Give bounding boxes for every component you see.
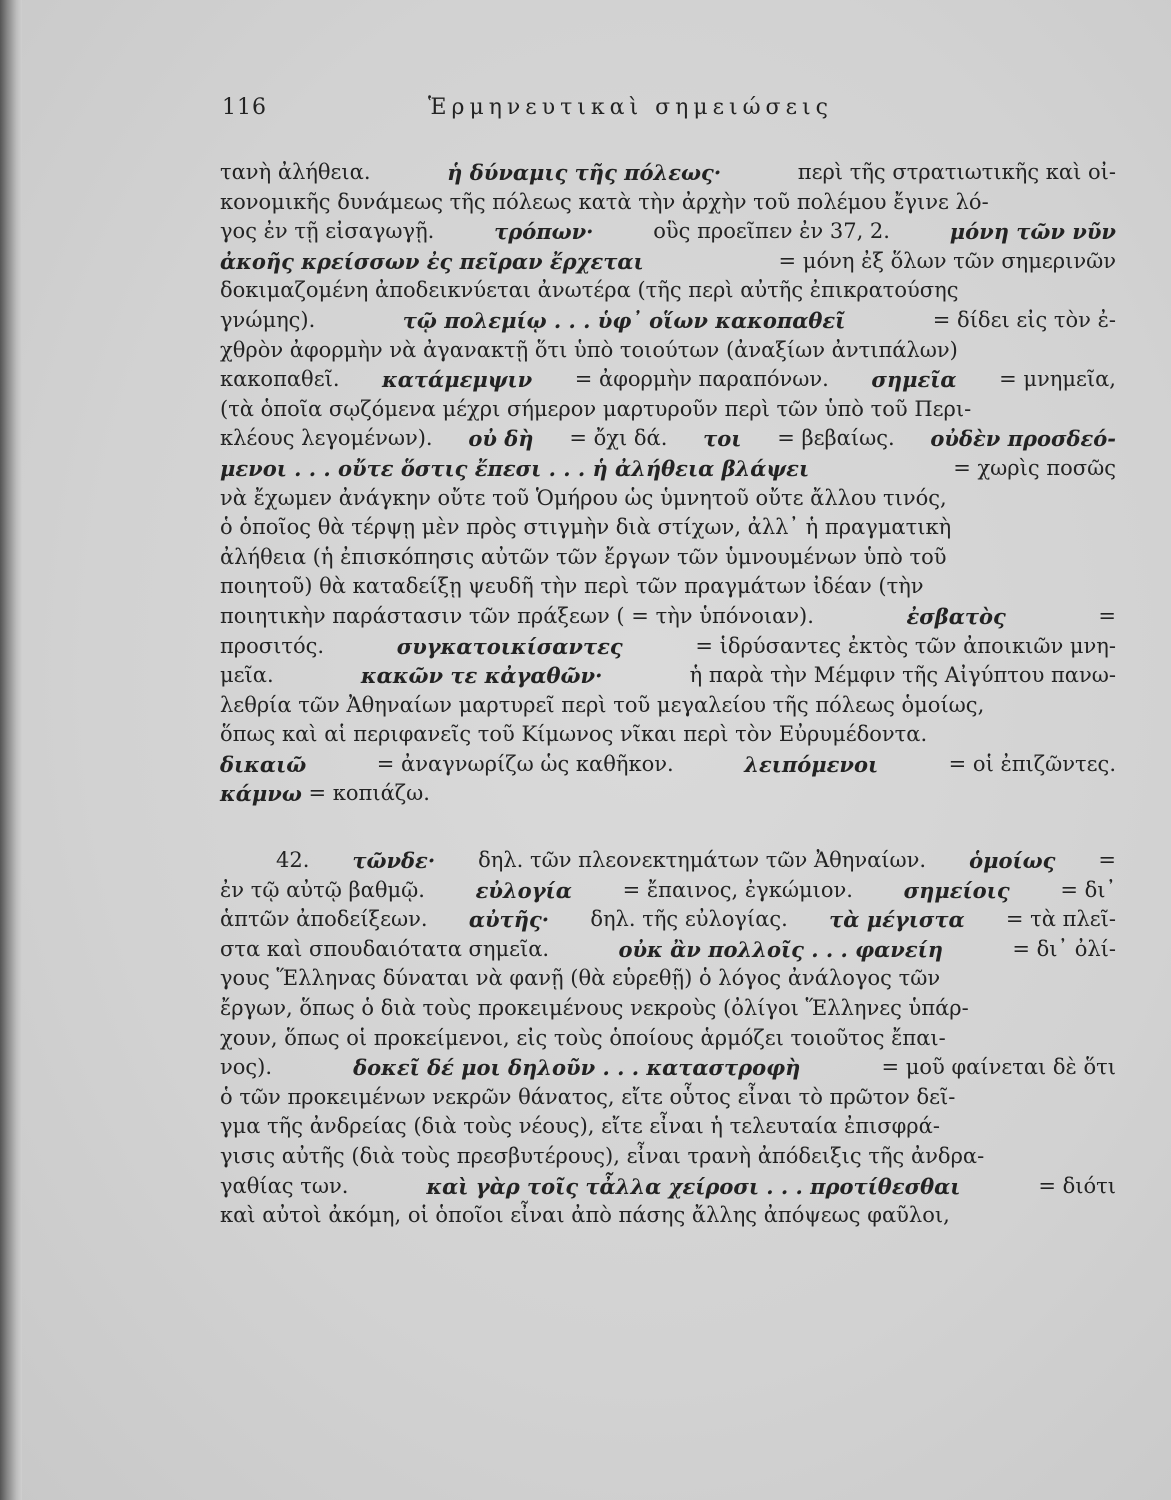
gloss: κακοπαθεῖ. xyxy=(220,367,347,392)
gloss: στα καὶ σπουδαιότατα σημεῖα. xyxy=(220,936,556,961)
gloss: νὰ ἔχωμεν ἀνάγκην οὔτε τοῦ Ὁμήρου ὡς ὑμνητοῦ οὔτε ἄλλου τινός, xyxy=(220,485,947,510)
lemma: ὁμοίως xyxy=(969,848,1056,874)
lemma: καὶ γὰρ τοῖς τἆλλα χείροσι . . . προτίθεσθαι xyxy=(426,1173,961,1199)
text-line xyxy=(220,543,1116,573)
text-line xyxy=(220,750,1116,780)
gloss: καὶ αὐτοὶ ἀκόμη, οἱ ὁποῖοι εἶναι ἀπὸ πάσης ἄλλης ἀπόψεως φαῦλοι, xyxy=(220,1203,950,1228)
gloss: λεθρία τῶν Ἀθηναίων μαρτυρεῖ περὶ τοῦ μεγαλείου τῆς πόλεως ὁμοίως, xyxy=(220,692,985,717)
gloss: δηλ. τῆς εὐλογίας. xyxy=(583,907,795,932)
lemma: κακῶν τε κἀγαθῶν· xyxy=(360,663,603,689)
gloss: ποιητοῦ) θὰ καταδείξῃ ψευδῆ τὴν περὶ τῶν πραγμάτων ἰδέαν (τὴν xyxy=(220,574,924,599)
text-line xyxy=(220,1024,1116,1054)
gloss: δηλ. τῶν πλεονεκτημάτων τῶν Ἀθηναίων. xyxy=(471,848,933,873)
gloss: = δι᾽ xyxy=(1053,877,1116,902)
text-line xyxy=(220,572,1116,602)
gloss: γισις αὐτῆς (διὰ τοὺς πρεσβυτέρους), εἶναι τρανὴ ἀπόδειξις τῆς ἀνδρα- xyxy=(220,1144,985,1168)
text-line xyxy=(220,1201,1116,1231)
lemma: τῷ πολεμίῳ . . . ὑφ᾽ οἵων κακοπαθεῖ xyxy=(402,307,846,333)
lemma: μόνη τῶν νῦν xyxy=(949,219,1116,245)
gloss: = μοῦ φαίνεται δὲ ὅτι xyxy=(874,1055,1116,1080)
gloss: χθρὸν ἀφορμὴν νὰ ἀγανακτῇ ὅτι ὑπὸ τοιούτων (ἀναξίων ἀντιπάλων) xyxy=(220,337,958,362)
text-line xyxy=(220,276,1116,306)
gloss: δοκιμαζομένη ἀποδεικνύεται ἀνωτέρα (τῆς περὶ αὐτῆς ἐπικρατούσης xyxy=(220,278,959,303)
gloss: ἐν τῷ αὐτῷ βαθμῷ. xyxy=(220,877,432,902)
text-line xyxy=(220,964,1116,994)
gloss: γαθίας των. xyxy=(220,1173,356,1198)
text-line xyxy=(220,779,1116,809)
text-line xyxy=(220,1053,1116,1083)
gloss: οὓς προεῖπεν ἐν 37, 2. xyxy=(646,219,897,244)
gloss: = βεβαίως. xyxy=(770,426,902,451)
text-line xyxy=(220,365,1116,395)
gloss: = ἱδρύσαντες ἐκτὸς τῶν ἀποικιῶν μνη- xyxy=(688,633,1116,658)
lemma: σημεῖα xyxy=(871,367,957,393)
gloss: (τὰ ὁποῖα σῳζόμενα μέχρι σήμερον μαρτυροῦν περὶ τῶν ὑπὸ τοῦ Περι- xyxy=(220,396,972,421)
gloss: ἀλήθεια (ἡ ἐπισκόπησις αὐτῶν τῶν ἔργων τῶν ὑμνουμένων ὑπὸ τοῦ xyxy=(220,544,947,569)
gloss: 42. xyxy=(276,848,317,873)
text-line xyxy=(220,217,1116,247)
lemma: οὐδὲν προσδεό- xyxy=(930,426,1116,452)
gloss: τανὴ ἀλήθεια. xyxy=(220,160,378,184)
lemma: κατάμεμψιν xyxy=(382,367,533,393)
text-line xyxy=(220,1142,1116,1172)
lemma: ἐσβατὸς xyxy=(906,603,1006,629)
lemma: ἡ δύναμις τῆς πόλεως· xyxy=(447,160,722,185)
gloss: ὁ ὁποῖος θὰ τέρψῃ μὲν πρὸς στιγμὴν διὰ στίχων, ἀλλ᾽ ἡ πραγματικὴ xyxy=(220,515,952,540)
text-line xyxy=(220,158,1116,188)
running-title: Ἑρμηνευτικαὶ σημειώσεις xyxy=(428,95,833,120)
gloss: = xyxy=(1091,848,1116,873)
commentary-text xyxy=(220,158,1116,1231)
gloss: = μόνη ἐξ ὅλων τῶν σημερινῶν xyxy=(771,248,1116,273)
lemma: οὐ δὴ xyxy=(468,426,534,452)
gloss: = δι᾽ ὀλί- xyxy=(1005,936,1116,961)
lemma: λειπόμενοι xyxy=(744,751,879,777)
gloss: = xyxy=(1091,603,1116,628)
gloss: γμα τῆς ἀνδρείας (διὰ τοὺς νέους), εἴτε εἶναι ἡ τελευταία ἐπισφρά- xyxy=(220,1114,940,1139)
text-line xyxy=(220,424,1116,454)
text-line xyxy=(220,994,1116,1024)
gloss: = ἔπαινος, ἐγκώμιον. xyxy=(615,877,860,902)
text-line xyxy=(220,247,1116,277)
gloss: γους Ἕλληνας δύναται νὰ φανῇ (θὰ εὑρεθῇ) ὁ λόγος ἀνάλογος τῶν xyxy=(220,966,941,991)
text-line xyxy=(220,484,1116,514)
text-line xyxy=(220,602,1116,632)
gloss: ὅπως καὶ αἱ περιφανεῖς τοῦ Κίμωνος νῖκαι περὶ τὸν Εὐρυμέδοντα. xyxy=(220,722,928,747)
text-line xyxy=(220,876,1116,906)
page-header xyxy=(222,95,922,135)
gloss: ὁ τῶν προκειμένων νεκρῶν θάνατος, εἴτε οὗτος εἶναι τὸ πρῶτον δεῖ- xyxy=(220,1084,956,1109)
gloss: = χωρὶς ποσῶς xyxy=(946,455,1116,480)
text-line xyxy=(220,720,1116,750)
gloss: = διότι xyxy=(1031,1173,1116,1198)
gloss: ποιητικὴν παράστασιν τῶν πράξεων ( = τὴν ὑπόνοιαν). xyxy=(220,603,821,628)
gloss: κλέους λεγομένων). xyxy=(220,426,440,451)
gloss: νος). xyxy=(220,1055,279,1080)
lemma: εὐλογία xyxy=(475,877,572,903)
lemma: τρόπων· xyxy=(494,219,594,245)
lemma: αὐτῆς· xyxy=(468,907,550,933)
text-line xyxy=(220,691,1116,721)
gloss: = ἀναγνωρίζω ὡς καθῆκον. xyxy=(370,751,681,776)
lemma: τῶνδε· xyxy=(352,848,436,874)
gloss: = τὰ πλεῖ- xyxy=(999,907,1116,932)
gloss: μεῖα. xyxy=(220,663,281,688)
text-line xyxy=(220,188,1116,218)
text-line xyxy=(220,395,1116,425)
gloss: περὶ τῆς στρατιωτικῆς καὶ οἰ- xyxy=(791,160,1116,184)
paragraph-gap xyxy=(220,809,1116,846)
lemma: κάμνω xyxy=(220,781,302,807)
gloss: = ἀφορμὴν παραπόνων. xyxy=(568,367,836,392)
gloss: = κοπιάζω. xyxy=(301,781,430,806)
lemma: τοι xyxy=(703,426,742,452)
gloss: = οἱ ἐπιζῶντες. xyxy=(941,751,1116,776)
text-line xyxy=(220,306,1116,336)
gloss: = ὄχι δά. xyxy=(562,426,675,451)
gloss: χουν, ὅπως οἱ προκείμενοι, εἰς τοὺς ὁποίους ἁρμόζει τοιοῦτος ἔπαι- xyxy=(220,1025,946,1050)
book-spine-shadow xyxy=(0,0,22,1500)
lemma: δικαιῶ xyxy=(220,751,307,777)
gloss: = δίδει εἰς τὸν ἐ- xyxy=(926,307,1116,332)
text-line xyxy=(220,846,1116,876)
gloss: γνώμης). xyxy=(220,307,322,332)
gloss: προσιτός. xyxy=(220,633,331,658)
gloss: ἁπτῶν ἀποδείξεων. xyxy=(220,907,435,932)
lemma: μενοι . . . οὔτε ὅστις ἔπεσι . . . ἡ ἀλήθεια βλάψει xyxy=(220,455,810,481)
text-line xyxy=(220,1083,1116,1113)
text-line xyxy=(220,1112,1116,1142)
text-line xyxy=(220,1172,1116,1202)
text-line xyxy=(220,935,1116,965)
gloss: κονομικῆς δυνάμεως τῆς πόλεως κατὰ τὴν ἀρχὴν τοῦ πολέμου ἔγινε λό- xyxy=(220,189,989,214)
gloss: = μνημεῖα, xyxy=(992,367,1116,392)
text-line xyxy=(220,336,1116,366)
text-line xyxy=(220,513,1116,543)
lemma: συγκατοικίσαντες xyxy=(396,633,623,659)
lemma: δοκεῖ δέ μοι δηλοῦν . . . καταστροφὴ xyxy=(353,1055,801,1081)
text-line xyxy=(220,454,1116,484)
gloss: ἡ παρὰ τὴν Μέμφιν τῆς Αἰγύπτου πανω- xyxy=(682,663,1116,688)
text-line xyxy=(220,661,1116,691)
text-line xyxy=(220,905,1116,935)
lemma: τὰ μέγιστα xyxy=(829,907,965,933)
lemma: σημείοις xyxy=(903,877,1010,903)
page-number: 116 xyxy=(222,95,267,120)
lemma: οὐκ ἂν πολλοῖς . . . φανείη xyxy=(618,936,944,962)
text-line xyxy=(220,632,1116,662)
gloss: γος ἐν τῇ εἰσαγωγῇ. xyxy=(220,219,442,244)
gloss: ἔργων, ὅπως ὁ διὰ τοὺς προκειμένους νεκροὺς (ὀλίγοι Ἕλληνες ὑπάρ- xyxy=(220,996,969,1021)
lemma: ἀκοῆς κρείσσων ἐς πεῖραν ἔρχεται xyxy=(220,248,644,274)
